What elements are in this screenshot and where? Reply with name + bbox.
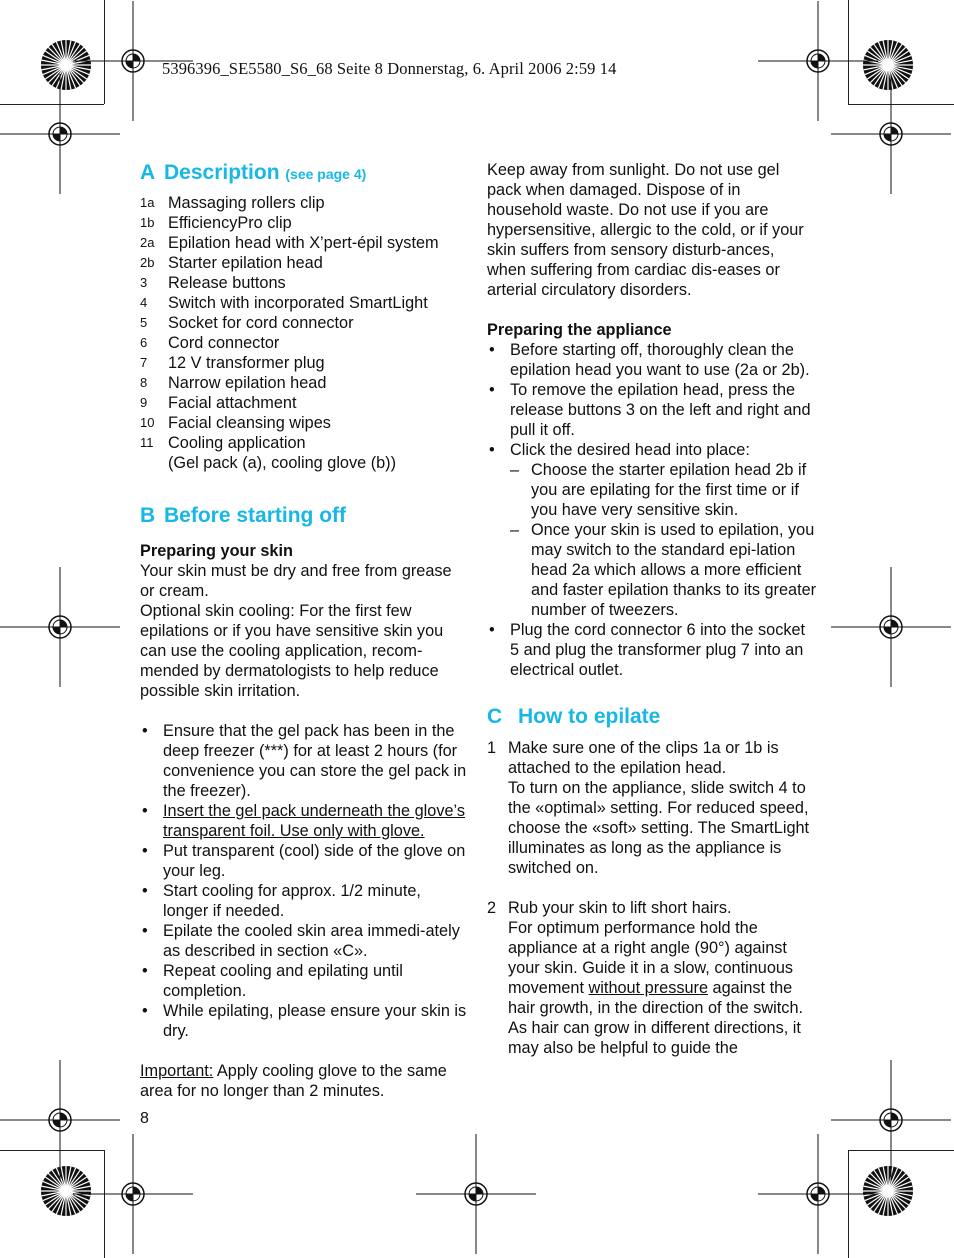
bullet-item: • Before starting off, thoroughly clean the epilation head you want to use (2a or 2b). xyxy=(489,341,810,379)
list-item: 11 Cooling application xyxy=(140,434,306,452)
list-item: 5 Socket for cord connector xyxy=(140,314,354,332)
bullet-item: • While epilating, please ensure your skin is dry. xyxy=(142,1002,467,1040)
list-item: 9 Facial attachment xyxy=(140,394,297,412)
list-item: 8 Narrow epilation head xyxy=(140,374,327,392)
paragraph: Keep away from sunlight. Do not use gel pack when damaged. Dispose of in household waste. Do not use if you are hypersensitive, allergic to the cold, or if your skin suffers from sensory disturb-ances, when suffering from cardiac dis-eases or arterial circulatory disorders. xyxy=(487,161,804,299)
dash-item: – Choose the starter epilation head 2b if you are epilating for the first time or if you have very sensitive skin. xyxy=(510,461,807,519)
list-item: 6 Cord connector xyxy=(140,334,280,352)
bullet-item: • To remove the epilation head, press the release buttons 3 on the left and right and pull it off. xyxy=(489,381,811,439)
page-number: 8 xyxy=(140,1110,149,1127)
list-item: 2b Starter epilation head xyxy=(140,254,323,272)
description-list xyxy=(140,193,470,473)
print-header: 5396396_SE5580_S6_68 Seite 8 Donnerstag, 6. April 2006 2:59 14 xyxy=(162,59,617,78)
list-item: 10 Facial cleansing wipes xyxy=(140,414,331,432)
step-2: 2 Rub your skin to lift short hairs. For optimum performance hold the appliance at a right angle (90°) against your skin. Guide it in a slow, continuous movement without pressure against the hair growth, in the direction of the switch. As hair can grow in different directions, it may also be helpful to guide the xyxy=(487,899,804,1057)
list-item-continuation: (Gel pack (a), cooling glove (b)) xyxy=(168,454,397,472)
bullet-item: • Epilate the cooled skin area immedi-ately as described in section «C». xyxy=(142,922,460,960)
bullet-item: • Ensure that the gel pack has been in the deep freezer (***) for at least 2 hours (for convenience you can store the gel pack in the freezer). xyxy=(142,722,467,800)
dash-item: – Once your skin is used to epilation, you may switch to the standard epi-lation head 2a which allows a more efficient and faster epilation thanks to its greater number of tweezers. xyxy=(510,521,817,619)
bullet-item: • Insert the gel pack underneath the glove’s transparent foil. Use only with glove. xyxy=(142,802,466,840)
bullet-item: • Start cooling for approx. 1/2 minute, longer if needed. xyxy=(142,882,421,920)
bullet-item: • Plug the cord connector 6 into the socket 5 and plug the transformer plug 7 into an electrical outlet. xyxy=(489,621,806,679)
left-column xyxy=(140,160,470,1101)
bullet-item: • Click the desired head into place: xyxy=(489,441,750,459)
section-b-heading: B Before starting off xyxy=(140,504,347,527)
bullet-item: • Repeat cooling and epilating until completion. xyxy=(142,962,403,1000)
section-a-heading: A Description (see page 4) xyxy=(140,161,367,184)
list-item: 4 Switch with incorporated SmartLight xyxy=(140,294,428,312)
list-item: 7 12 V transformer plug xyxy=(140,354,325,372)
list-item: 1a Massaging rollers clip xyxy=(140,194,325,212)
important-note: Important: Apply cooling glove to the same area for no longer than 2 minutes. xyxy=(140,1062,447,1100)
list-item: 3 Release buttons xyxy=(140,274,286,292)
list-item: 2a Epilation head with X’pert-épil system xyxy=(140,234,439,252)
paragraph: Optional skin cooling: For the first few epilations or if you have sensitive skin you can use the cooling application, recom-mended by dermatologists to help reduce possible skin irritation. xyxy=(140,602,444,700)
section-c-heading: C How to epilate xyxy=(487,705,661,728)
paragraph: Your skin must be dry and free from grease or cream. xyxy=(140,562,452,600)
step-1: 1 Make sure one of the clips 1a or 1b is attached to the epilation head. To turn on the appliance, slide switch 4 to the «optimal» setting. For reduced speed, choose the «soft» setting. The SmartLight illuminates as long as the appliance is switched on. xyxy=(487,739,810,877)
subheading-preparing-appliance: Preparing the appliance xyxy=(487,321,672,339)
bullet-item: • Put transparent (cool) side of the glove on your leg. xyxy=(142,842,466,880)
right-column xyxy=(487,160,817,1058)
list-item: 1b EfficiencyPro clip xyxy=(140,214,292,232)
subheading-preparing-skin: Preparing your skin xyxy=(140,542,293,560)
